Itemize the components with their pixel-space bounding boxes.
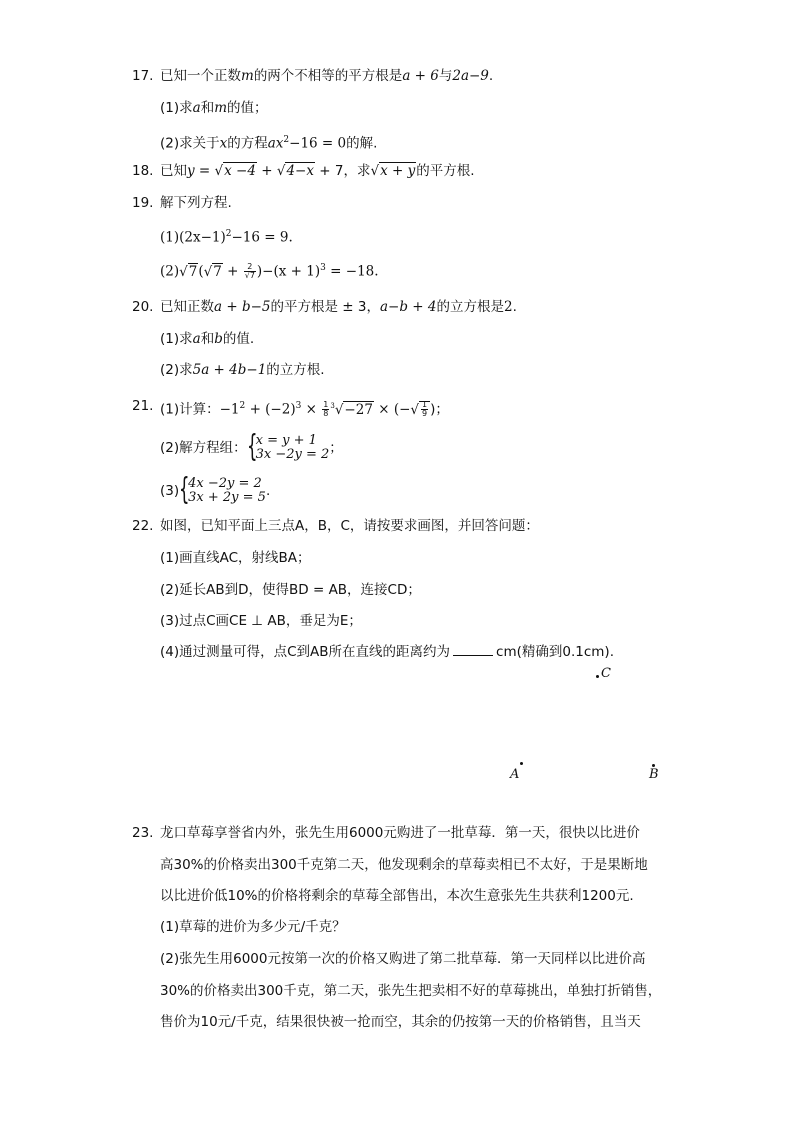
point-c-label: C — [601, 666, 611, 681]
q20-part2 — [160, 360, 325, 380]
math-op: + — [261, 163, 273, 179]
text: 的立方根是 — [436, 299, 504, 315]
q23-stem-line3: 以比进价低10%的价格将剩余的草莓全部售出，本次生意张先生共获利1200元. — [160, 888, 634, 904]
q23-stem-line1: 龙口草莓享誉省内外，张先生用6000元购进了一批草莓．第一天，很快以比进价 — [160, 825, 640, 841]
q19-part2 — [160, 258, 379, 282]
math-expr: a−b + 4 — [379, 299, 437, 315]
math-op: × — [305, 401, 317, 418]
math-var: b — [214, 331, 223, 347]
text: (1)计算： — [160, 401, 220, 418]
brace: { — [246, 429, 258, 464]
math-expr: (2) — [160, 263, 180, 280]
sqrt-7b: √7 — [203, 263, 222, 280]
math-expr: a + 6 — [402, 68, 439, 84]
text: 已知正数 — [160, 299, 214, 315]
radicand: −27 — [344, 401, 373, 418]
math-op: ( — [198, 263, 204, 280]
equation-system — [179, 472, 266, 507]
q23-stem-line2: 高30%的价格卖出300千克第二天，他发现剩余的草莓卖相已不太好，于是果断地 — [160, 857, 648, 873]
q18-stem — [160, 161, 475, 181]
q20-number: 20. — [132, 299, 154, 315]
text: + 7，求 — [319, 163, 371, 179]
text: (2)求关于 — [160, 135, 220, 152]
math-expr: )−(x + 1) — [256, 263, 321, 280]
math-expr: ax — [267, 135, 284, 152]
math-expr: (1)(2x−1) — [160, 229, 226, 246]
fraction — [421, 401, 428, 418]
math-expr: y = — [187, 163, 211, 179]
text: (1)求 — [160, 100, 193, 116]
superscript: 3 — [295, 401, 302, 411]
math-expr: a + b−5 — [214, 299, 271, 315]
math-expr: 2a−9 — [452, 68, 489, 84]
point-a-dot — [520, 762, 523, 765]
superscript: 2 — [283, 135, 290, 145]
q23-part2-line3: 售价为10元/千克，结果很快被一抢而空，其余的仍按第一天的价格销售，且当天 — [160, 1014, 641, 1030]
math-expr: + (−2) — [249, 401, 296, 418]
math-var: a — [192, 331, 201, 347]
text: 和 — [200, 331, 215, 347]
q22-stem: 如图，已知平面上三点A，B，C，请按要求画图，并回答问题： — [160, 518, 539, 534]
text: (1)求 — [160, 331, 193, 347]
equation-system — [246, 429, 330, 464]
radicand: x + y — [380, 163, 416, 179]
q21-number: 21. — [132, 398, 154, 414]
q23-part1: (1)草莓的进价为多少元/千克？ — [160, 919, 346, 935]
q22-part2: (2)延长AB到D，使得BD = AB，连接CD； — [160, 582, 421, 598]
math-var: a — [192, 100, 201, 116]
sqrt-2: √4−x — [276, 163, 314, 179]
q23-number: 23. — [132, 825, 154, 841]
superscript: 2 — [225, 229, 232, 239]
text: 的方程 — [227, 135, 268, 152]
math-var: m — [214, 100, 227, 116]
superscript: 2 — [239, 401, 246, 411]
fraction — [322, 401, 329, 418]
q18-number: 18. — [132, 163, 154, 179]
sqrt-1: √x −4 — [214, 163, 256, 179]
q21-part2 — [160, 429, 343, 464]
denominator: 8 — [323, 409, 329, 418]
text: . — [512, 299, 517, 315]
math-expr: = −18. — [330, 263, 379, 280]
q19-part1 — [160, 224, 293, 248]
text: ； — [329, 440, 343, 456]
text: 已知一个正数 — [160, 68, 241, 84]
text: 的立方根. — [266, 362, 325, 378]
radicand: 4−x — [286, 163, 314, 179]
text: 的两个不相等的平方根是 — [253, 68, 403, 84]
sqrt-frac: √ $\frac{1}{9}$ — [410, 400, 430, 420]
text: (2)解方程组： — [160, 440, 247, 456]
text: 与 — [438, 68, 453, 84]
brace: { — [179, 472, 190, 507]
math-num: 2 — [503, 299, 513, 315]
text: )； — [430, 401, 449, 418]
root-index: 3 — [330, 402, 335, 410]
equation: 3x + 2y = 5 — [188, 490, 266, 505]
q22-part3: (3)过点C画CE ⊥ AB，垂足为E； — [160, 613, 362, 629]
q20-stem — [160, 297, 517, 317]
q17-stem — [160, 66, 493, 86]
radicand: 7 — [188, 263, 198, 280]
q22-part1: (1)画直线AC，射线BA； — [160, 550, 311, 566]
q22-number: 22. — [132, 518, 154, 534]
q17-number: 17. — [132, 68, 154, 84]
text: 的值. — [222, 331, 255, 347]
text: . — [488, 68, 494, 84]
q20-part1 — [160, 329, 254, 349]
q17-part1 — [160, 98, 268, 118]
math-expr: 5a + 4b−1 — [192, 362, 267, 378]
text: 的解. — [346, 135, 378, 152]
q19-stem: 解下列方程. — [160, 195, 232, 211]
point-b-label: B — [649, 767, 659, 782]
text: cm(精确到0.1cm). — [496, 644, 614, 660]
equation: 3x −2y = 2 — [255, 447, 330, 462]
math-var: m — [241, 68, 254, 84]
math-var: x — [219, 135, 228, 152]
denominator: 9 — [422, 409, 428, 418]
sqrt-3: √x + y — [370, 163, 416, 179]
point-a-label: A — [510, 767, 520, 782]
q21-part3 — [160, 472, 271, 507]
point-c-dot — [596, 675, 599, 678]
equation: 4x −2y = 2 — [188, 476, 262, 491]
numerator: 1 — [422, 400, 428, 409]
text: 的平方根. — [416, 163, 475, 179]
fraction — [244, 263, 256, 280]
numerator: 2 — [244, 263, 256, 272]
text: 的值； — [227, 100, 268, 116]
superscript: 3 — [320, 263, 326, 273]
radicand: x −4 — [224, 163, 256, 179]
numerator: 1 — [323, 400, 329, 409]
math-op: + — [227, 263, 239, 280]
q17-part2 — [160, 130, 377, 154]
text: 和 — [200, 100, 215, 116]
text: 已知 — [160, 163, 187, 179]
denominator: √7 — [244, 271, 255, 280]
q23-part2-line1: (2)张先生用6000元按第一次的价格又购进了第二批草莓．第一天同样以比进价高 — [160, 951, 646, 967]
q22-part4 — [160, 642, 614, 662]
text: (4)通过测量可得，点C到AB所在直线的距离约为 — [160, 644, 451, 660]
q23-part2-line2: 30%的价格卖出300千克，第二天，张先生把卖相不好的草莓挑出，单独打折销售， — [160, 983, 662, 999]
cube-root: √−27 — [334, 401, 373, 418]
answer-blank[interactable] — [453, 643, 493, 656]
equation: x = y + 1 — [255, 433, 317, 448]
text: (3) — [160, 483, 180, 499]
q21-part1 — [160, 396, 449, 420]
text: . — [265, 483, 271, 499]
text: (2)求 — [160, 362, 193, 378]
radicand: 7 — [213, 263, 222, 280]
text: 的平方根是 ± 3， — [270, 299, 380, 315]
math-expr: −16 = 9. — [231, 229, 293, 246]
math-op: × (− — [378, 401, 411, 418]
math-expr: −1 — [219, 401, 240, 418]
sqrt-7: √7 — [179, 263, 198, 280]
math-expr: −16 = 0 — [289, 135, 347, 152]
q19-number: 19. — [132, 195, 154, 211]
